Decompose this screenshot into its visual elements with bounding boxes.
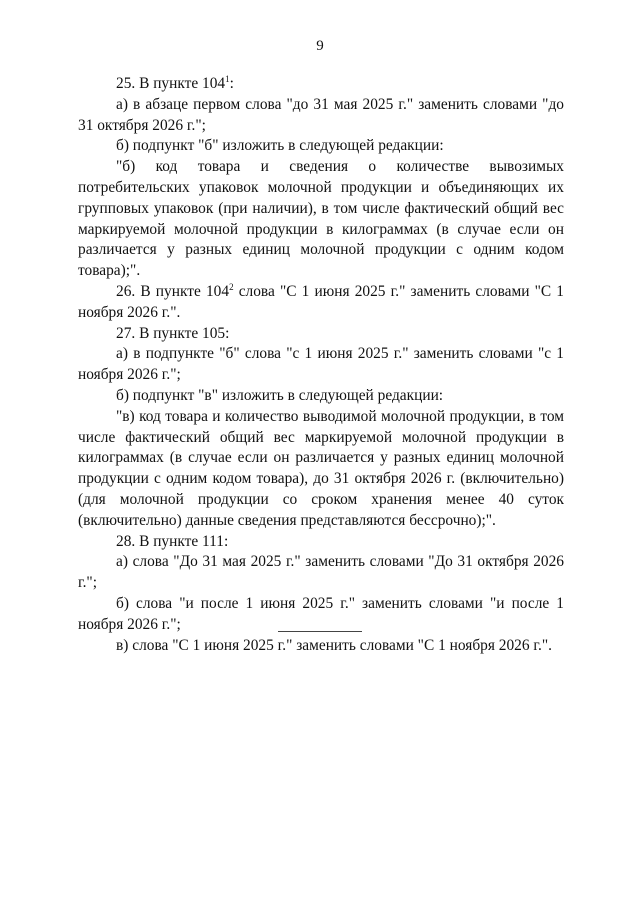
paragraph-27-b-text: "в) код товара и количество выводимой молочной продукции, в том числе фактический общий вес маркируемой молочной продукции в килограммах (в случае если он различается у разных единиц молочной продукции с одним кодом товара), до 31 октября 2026 г. (включительно) (для молочной продукции со сроком хранения менее 40 суток (включительно) данные сведения представляются бессрочно);".: [78, 407, 564, 529]
superscript: 1: [225, 74, 230, 84]
paragraph-25-a: а) в абзаце первом слова "до 31 мая 2025 г." заменить словами "до 31 октября 2026 г.";: [78, 95, 564, 134]
paragraph-26: 26. В пункте $104^2$ слова "С 1 июня 2025 г." заменить словами "С 1 ноября 2026 г.".: [78, 281, 564, 321]
paragraph-28-c: в) слова "С 1 июня 2025 г." заменить словами "С 1 ноября 2026 г.".: [116, 636, 552, 654]
paragraph-25-b: б) подпункт "б" изложить в следующей редакции:: [116, 137, 444, 155]
paragraph-27-heading: 27. В пункте 105:: [116, 324, 230, 342]
superscript: 2: [229, 281, 234, 292]
paragraph-25-heading: 25. В пункте $104^1$:: [116, 74, 234, 92]
document-body: [78, 74, 564, 656]
paragraph-27-a: а) в подпункте "б" слова "с 1 июня 2025 г." заменить словами "с 1 ноября 2026 г.";: [78, 345, 564, 384]
end-separator-line: [278, 631, 362, 632]
paragraph-25-b-text: "б) код товара и сведения о количестве вывозимых потребительских упаковок молочной продукции и объединяющих их групповых упаковок (при наличии), в том числе фактический общий вес маркируемой молочной продукции в килограммах (в случае если он различается у разных единиц молочной продукции с одним кодом товара);".: [78, 158, 564, 280]
page-number: 9: [316, 38, 324, 54]
paragraph-27-b: б) подпункт "в" изложить в следующей редакции:: [116, 386, 444, 404]
paragraph-28-b: б) слова "и после 1 июня 2025 г." заменить словами "и после 1 ноября 2026 г.";: [78, 594, 564, 633]
paragraph-28-a: а) слова "До 31 мая 2025 г." заменить словами "До 31 октября 2026 г.";: [78, 553, 564, 592]
paragraph-28-heading: 28. В пункте 111:: [116, 532, 229, 550]
